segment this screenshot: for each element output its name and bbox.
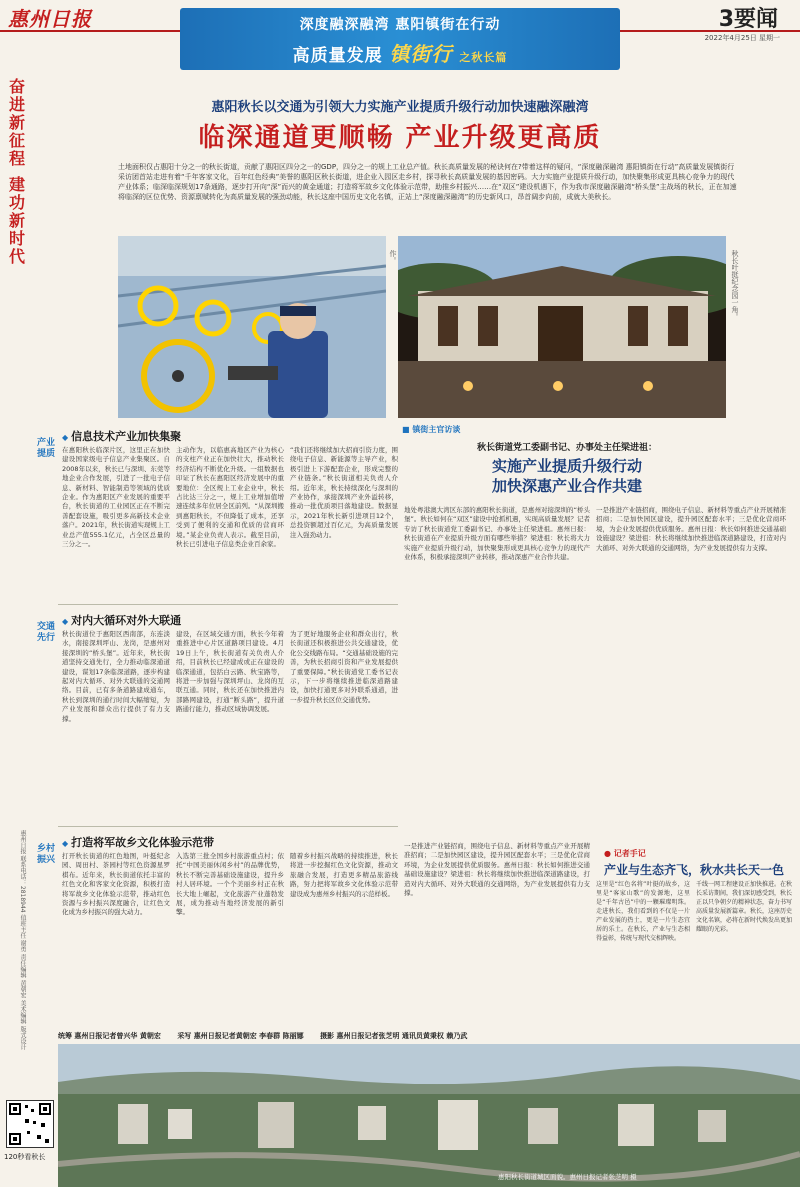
section1-col2: 主动作为，以临惠高地区产业为核心的支柱产业正在加快壮大，推动秋长经济结构不断优化升级。一组数据也印证了秋长在惠阳区经济发展中的重要地位：全区规上工业企业中，秋长占比达三分之一，规上工业增加值增速连续多年位居全区前列。“从深圳搬到惠阳秋长，不但降低了成本，还享受到了便利的交通和优质的营商环境。”某企业负责人表示。截至目前，秋长已引进电子信息类企业百余家。 xyxy=(176,446,284,549)
lead-paragraph: 土地面积仅占惠阳十分之一的秋长街道，贡献了惠阳区四分之一的GDP，四分之一的规上工业总产值。秋长高质量发展的秘诀何在?带着这样的疑问，“深度融深融湾 惠阳镇街在行动”高质量发展镇街行采访团首站走进有着“千年客家文化，百年红色经典”美誉的惠阳区秋长街道，进企业入园区走乡村，探寻秋长高质量发展的基因密码。大力实施产业提质升级行动，加快聚集形成更具核心竞争力的现代产业体系；临深临深规划17条通路，逐步打开向“深”而兴的黄金通道；打造将军故乡文化体验示范带，助推乡村振兴……在“双区”建设机遇下，作为我市深度融深融湾“桥头堡”主战场的秋长，正在加速将临深的区位优势、资源禀赋转化为高质量发展的强劲动能，秋长这座中国历史文化名镇，正站上“深度融深融湾”的历史新风口，昂首阔步向前，成就大美秋长。 xyxy=(118,163,737,201)
section3-col2: 入选第三批全国乡村旅游重点村；依托“中国美丽休闲乡村”的品牌优势，秋长不断完善基础设施建设，提升乡村人居环境。一个个美丽乡村正在秋长大地上崛起，文化旅游产业蓬勃发展，成为推动当地经济发展的新引擎。 xyxy=(176,852,284,917)
slogan-char: 征 xyxy=(8,131,25,150)
slogan-char: 时 xyxy=(8,229,25,248)
credit-item: 统筹 惠州日报记者曾兴华 黄朝宏 xyxy=(58,1032,161,1040)
notes-tag: ● 记者手记 xyxy=(604,849,646,858)
notes-tag-text: 记者手记 xyxy=(613,849,646,858)
interview-title-line: 加快深惠产业合作共建 xyxy=(491,477,642,495)
aerial-city-photo xyxy=(58,1044,800,1187)
editorial-info: 惠州日报 联系电话：2818944 值班主任 谢勇 责任编辑 黄朝宏 美术编辑 版式设计 xyxy=(19,830,26,1051)
kicker-headline: 惠阳秋长以交通为引领大力实施产业提质升级行动加快速融深融湾 xyxy=(211,100,589,115)
notes-title: 产业与生态齐飞，秋水共长天一色 xyxy=(603,863,784,877)
vertical-slogan xyxy=(6,78,28,338)
slogan-char: 建 xyxy=(8,175,25,194)
section2-col3: 为了更好地服务企业和群众出行，秋长街道还积极推进公共交通建设，优化公交线路布局。“交通基础设施的完善，为秋长招商引资和产业发展提供了重要保障。”秋长街道党工委书记表示，下一步将继续推进临深道路建设，加快打通更多对外联系通道，进一步提升秋长区位交通优势。 xyxy=(290,630,398,704)
interview-title xyxy=(402,456,732,496)
notes-col2: 千线一网工程建设正加快推进。在秋长采访期间，我们深切感受到，秋长正以只争朝夕的精神状态，奋力书写高质量发展新篇章。秋长，这座历史文化名镇，必将在新时代焕发出更加耀眼的光彩。 xyxy=(696,881,792,933)
interview-tag: ■ 镇街主官访谈 xyxy=(402,424,460,435)
section2-col1: 秋长街道位于惠阳区西南部，东连淡水，南接深圳坪山、龙岗，是惠州对接深圳的“桥头堡”。近年来，秋长街道坚持交通先行，全力推动临深通道建设，谋划17条临深道路，逐步构建起对内大循环、对外大联通的交通网络。目前，已有多条道路建成通车，秋长到深圳的通行时间大幅缩短，为产业发展和群众出行提供了有力支撑。 xyxy=(62,630,170,723)
section-divider xyxy=(58,826,398,827)
slogan-char: 程 xyxy=(8,149,25,168)
slogan-char: 奋 xyxy=(8,77,25,96)
section3-col1: 打开秋长街道的红色地图，叶挺纪念园、周田村、茶园村等红色资源星罗棋布。近年来，秋长街道依托丰富的红色文化和客家文化资源，积极打造将军故乡文化体验示范带，推动红色资源与乡村振兴深度融合，让红色文化成为乡村振兴的强大动力。 xyxy=(62,852,170,917)
section2-title: ◆ 对内大循环对外大联通 xyxy=(62,612,181,628)
credit-item: 摄影 惠州日报记者张芝明 通讯员黄秉权 赖乃武 xyxy=(320,1032,468,1040)
section1-col3: “我们还将继续加大招商引资力度，围绕电子信息、新能源等主导产业，积极引进上下游配套企业，形成完整的产业链条。”秋长街道相关负责人介绍。近年来，秋长持续深化与深圳的产业协作，承接深圳产业外溢转移，推动一批优质项目落地建设。数据显示，2021年秋长新引进项目12个，总投资额超过百亿元，为高质量发展注入强劲动力。 xyxy=(290,446,398,539)
main-headline: 临深通道更顺畅 产业升级更高质 xyxy=(198,123,602,153)
section-label-industry: 产业提质 xyxy=(36,438,55,459)
slogan-char: 功 xyxy=(8,193,25,212)
banner-top-line: 深度融深融湾 惠阳镇街在行动 xyxy=(299,17,501,33)
qr-code[interactable] xyxy=(6,1100,54,1148)
banner-sub: 之秋长篇 xyxy=(459,51,508,64)
section-label-rural: 乡村振兴 xyxy=(36,844,55,865)
section-number: 3要闻 xyxy=(718,7,778,32)
newspaper-logo: 惠州日报 xyxy=(8,7,92,31)
credits-line xyxy=(58,1031,798,1041)
interview-continued: 一是推进产业链招商，围绕电子信息、新材料等重点产业开展精准招商；二是加快园区建设，提升园区配套水平；三是优化营商环境，为企业发展提供优质服务。惠州日报：秋长如何推进交通基础设施建设？梁进祖：秋长将继续加快推进临深道路建设，打造对内大循环、对外大联通的交通网络，为产业发展提供有力支撑。 xyxy=(404,842,590,898)
section3-title: ◆ 打造将军故乡文化体验示范带 xyxy=(62,834,214,850)
slogan-char: 进 xyxy=(8,95,25,114)
banner-bottom-line xyxy=(180,38,620,67)
memorial-hall-photo xyxy=(398,236,726,418)
interview-title-line: 实施产业提质升级行动 xyxy=(491,457,642,475)
section2-col2: 建设，在区域交通方面，秋长今年着重推进中心片区道路项目建设。4月19日上午，秋长街道有关负责人介绍，目前秋长已经建成或正在建设的临深通道，包括白云路、秋宝路等，将进一步加强与深圳坪山、龙岗的互联互通。同时，秋长还在加快推进内部路网建设，打通“断头路”，提升道路通行能力，推动区域协调发展。 xyxy=(176,630,284,714)
factory-photo xyxy=(118,236,386,418)
interview-col2: 一是推进产业链招商，围绕电子信息、新材料等重点产业开展精准招商；二是加快园区建设，提升园区配套水平；三是优化营商环境，为企业发展提供优质服务。惠州日报：秋长如何推进交通基础设施建设？梁进祖：秋长将继续加快推进临深道路建设，打造对内大循环、对外大联通的交通网络，为产业发展提供有力支撑。 xyxy=(596,506,786,552)
aerial-caption: 惠阳秋长街道城区面貌。惠州日报记者张芝明 摄 xyxy=(498,1173,637,1181)
credit-item: 采写 惠州日报记者黄朝宏 李春群 陈丽娜 xyxy=(177,1032,304,1040)
banner-bot-a: 高质量发展 xyxy=(292,46,383,66)
photo1-caption: 作。 xyxy=(389,250,397,264)
section-label-traffic: 交通先行 xyxy=(36,622,55,643)
issue-date: 2022年4月25日 星期一 xyxy=(704,34,780,42)
photo2-caption: 秋长叶挺纪念园一角。 xyxy=(731,250,739,320)
section1-col1: 在惠阳秋长临深片区，这里正在加快建设国家级电子信息产业集聚区。自2008年以来，秋长已与深圳、东莞等地企业合作发展，引进了一批电子信息、新材料、智能制造等领域的优质企业。作为惠阳区产业发展的重要平台，秋长街道的工业园区正在不断完善配套设施，吸引更多高新技术企业落户。2021年，秋长街道实现规上工业总产值555.1亿元，占全区总量的三分之一。 xyxy=(62,446,170,549)
section1-title: ◆ 信息技术产业加快集聚 xyxy=(62,428,181,444)
interview-col1: 地处粤港澳大湾区东部的惠阳秋长街道，是惠州对接深圳的“桥头堡”。秋长如何在“双区”建设中抢抓机遇，实现高质量发展？记者专访了秋长街道党工委副书记、办事处主任梁进祖。惠州日报：秋长街道在产业提质升级方面有哪些举措？梁进祖：秋长将大力实施产业提质升级行动，加快聚集形成更具核心竞争力的现代产业体系，积极承接深圳产业转移，推动深惠产业合作共建。 xyxy=(404,506,590,562)
slogan-char: 代 xyxy=(8,247,25,266)
section-divider xyxy=(58,604,398,605)
notes-col1: 这里是“红色名将”叶挺的故乡，这里是“客家山歌”的发源地，这里是“千年古邑”中的一颗璀璨明珠。走进秋长，我们看到的不仅是一片产业发展的热土，更是一片生态宜居的乐土。在秋长，产业与生态相得益彰，传统与现代交相辉映。 xyxy=(596,881,690,942)
section3-col3: 随着乡村振兴战略的持续推进，秋长将进一步挖掘红色文化资源，推动文旅融合发展，打造更多精品旅游线路，努力把将军故乡文化体验示范带建设成为惠州乡村振兴的示范样板。 xyxy=(290,852,398,898)
slogan-char: 新 xyxy=(8,211,25,230)
interview-subtitle: 秋长街道党工委副书记、办事处主任梁进祖： xyxy=(476,443,657,453)
slogan-char: 新 xyxy=(8,113,25,132)
qr-label: 120秒看秋长 xyxy=(4,1153,46,1161)
feature-banner xyxy=(180,8,620,70)
banner-calligraphy: 镇街行 xyxy=(389,42,453,66)
